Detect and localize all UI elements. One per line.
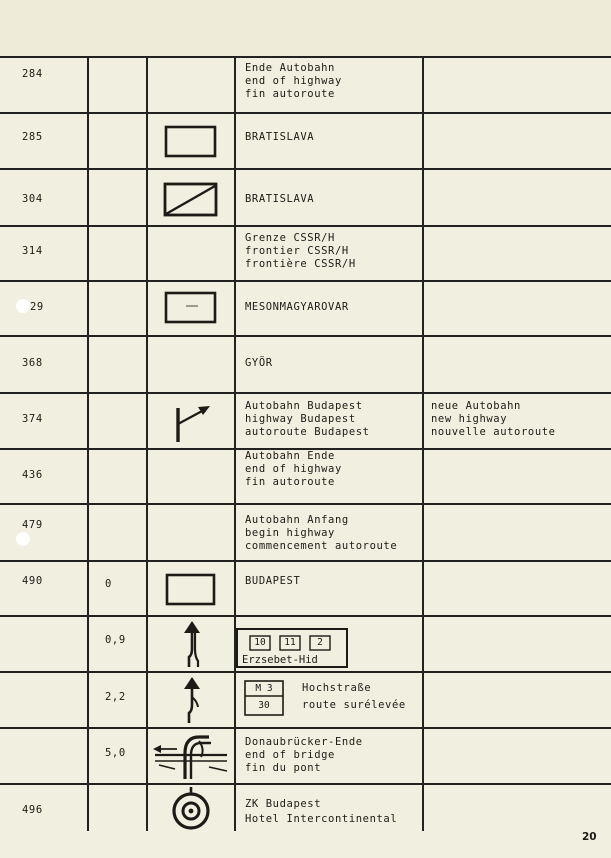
binder-hole <box>16 532 30 546</box>
roundabout-symbol <box>148 784 234 832</box>
page-header-margin <box>0 0 611 56</box>
row-divider <box>0 560 611 562</box>
description: Donaubrücker-Ende end of bridge fin du pont <box>245 736 363 774</box>
page-number: 20 <box>582 831 597 843</box>
row-divider <box>0 615 611 617</box>
row-divider <box>0 56 611 58</box>
row-divider <box>0 168 611 170</box>
branch-right-arrow-icon <box>166 400 216 444</box>
km-marker: 368 <box>22 357 43 369</box>
motorway-branch-symbol <box>148 398 234 446</box>
row-divider <box>0 112 611 114</box>
description: Grenze CSSR/H frontier CSSR/H frontière CSSR/H <box>245 232 356 270</box>
km-marker: 284 <box>22 68 43 80</box>
row-divider <box>0 335 611 337</box>
km-marker: 490 <box>22 575 43 587</box>
description: BRATISLAVA <box>245 131 315 143</box>
bridge-end-symbol <box>148 730 234 782</box>
row-divider <box>0 671 611 673</box>
town-end-sign-symbol <box>148 177 234 223</box>
km-marker: 29 <box>30 301 44 313</box>
motorway-label: M 3 <box>255 683 273 694</box>
description: BUDAPEST <box>245 575 301 587</box>
town-sign-symbol <box>148 120 234 164</box>
km-marker: 304 <box>22 193 43 205</box>
description: BRATISLAVA <box>245 193 315 205</box>
route-number-1: 10 <box>254 637 266 648</box>
remark: neue Autobahn new highway nouvelle autoroute <box>431 400 556 438</box>
motorway-number: 30 <box>258 700 270 711</box>
km-marker: 436 <box>22 469 43 481</box>
description: MESONMAGYAROVAR <box>245 301 349 313</box>
description: Autobahn Anfang begin highway commencement autoroute <box>245 514 398 552</box>
description: ZK Budapest Hotel Intercontinental <box>245 798 398 825</box>
lane-arrow-symbol <box>148 674 234 726</box>
row-divider <box>0 225 611 227</box>
km-marker: 374 <box>22 413 43 425</box>
route-number-2: 11 <box>284 637 296 648</box>
km-marker: 314 <box>22 245 43 257</box>
row-divider <box>0 727 611 729</box>
distance: 0 <box>105 578 112 590</box>
row-divider <box>0 783 611 785</box>
km-marker: 479 <box>22 519 43 531</box>
description: Hochstraße route surélevée <box>302 682 406 711</box>
row-divider <box>0 280 611 282</box>
town-sign-symbol <box>148 569 234 611</box>
straight-ahead-arrow-icon <box>176 619 206 669</box>
column-divider <box>234 56 236 831</box>
bridge-route-sign <box>236 628 348 668</box>
km-marker: 496 <box>22 804 43 816</box>
description: Ende Autobahn end of highway fin autoroute <box>245 62 342 100</box>
distance: 5,0 <box>105 747 126 759</box>
town-sign-icon <box>164 125 218 159</box>
straight-ahead-arrow-icon <box>176 675 206 725</box>
description: Autobahn Ende end of highway fin autoroute <box>245 450 342 488</box>
bridge-name: Erzsebet-Hid <box>242 654 318 666</box>
row-divider <box>0 503 611 505</box>
lane-arrow-symbol <box>148 618 234 670</box>
distance: 2,2 <box>105 691 126 703</box>
description: Autobahn Budapest highway Budapest autoroute Budapest <box>245 400 370 438</box>
town-end-sign-icon <box>163 182 219 218</box>
bridge-end-icon <box>151 731 231 781</box>
description: GYÖR <box>245 357 273 369</box>
distance: 0,9 <box>105 634 126 646</box>
column-divider <box>87 56 89 831</box>
km-marker: 285 <box>22 131 43 143</box>
column-divider <box>422 56 424 831</box>
roundabout-icon <box>167 785 215 831</box>
route-number-3: 2 <box>317 637 323 648</box>
town-sign-icon <box>165 573 217 607</box>
row-divider <box>0 392 611 394</box>
town-sign-icon <box>164 291 218 325</box>
binder-hole <box>16 299 30 313</box>
motorway-sign <box>244 680 284 716</box>
town-sign-symbol <box>148 287 234 329</box>
